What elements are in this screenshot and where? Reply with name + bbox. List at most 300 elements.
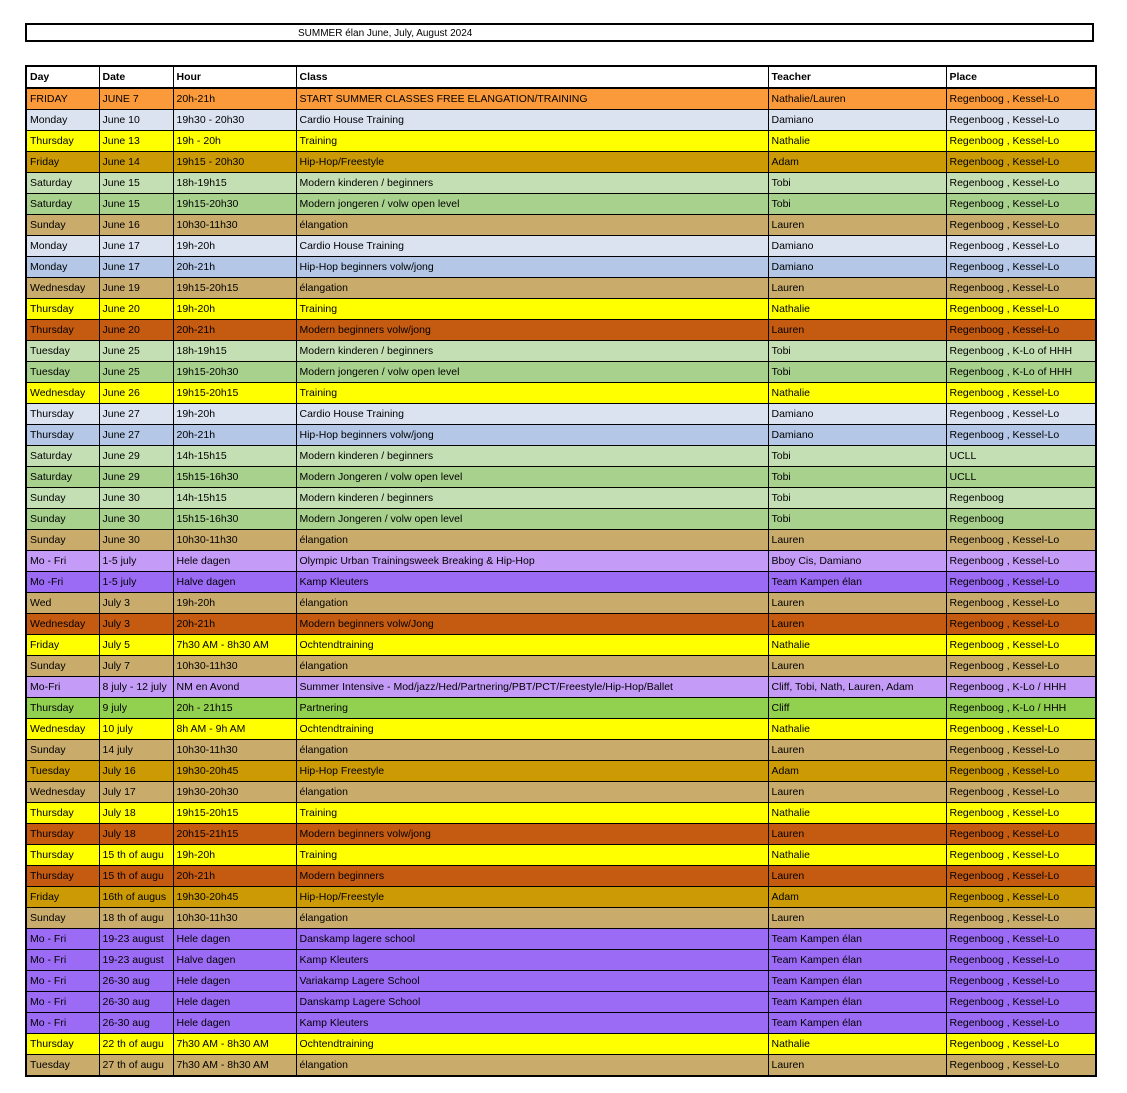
class-cell: Training xyxy=(296,383,768,404)
day-cell: Wednesday xyxy=(26,278,99,299)
class-cell: élangation xyxy=(296,278,768,299)
class-cell: Modern beginners volw/jong xyxy=(296,320,768,341)
table-row xyxy=(26,257,1096,278)
teacher-cell: Nathalie xyxy=(768,719,946,740)
table-row xyxy=(26,1013,1096,1034)
date-cell: July 18 xyxy=(99,824,173,845)
place-cell: Regenboog , K-Lo / HHH xyxy=(946,698,1096,719)
table-row xyxy=(26,845,1096,866)
table-row xyxy=(26,761,1096,782)
teacher-cell: Adam xyxy=(768,761,946,782)
place-cell: Regenboog , Kessel-Lo xyxy=(946,593,1096,614)
class-cell: Modern Jongeren / volw open level xyxy=(296,509,768,530)
table-row xyxy=(26,908,1096,929)
class-cell: Hip-Hop Freestyle xyxy=(296,761,768,782)
date-cell: June 15 xyxy=(99,173,173,194)
place-cell: Regenboog , Kessel-Lo xyxy=(946,908,1096,929)
date-cell: 19-23 august xyxy=(99,950,173,971)
hour-cell: Hele dagen xyxy=(173,971,296,992)
hour-cell: 19h-20h xyxy=(173,845,296,866)
table-row xyxy=(26,971,1096,992)
teacher-cell: Lauren xyxy=(768,530,946,551)
teacher-cell: Nathalie xyxy=(768,635,946,656)
day-cell: FRIDAY xyxy=(26,88,99,110)
place-cell: Regenboog , Kessel-Lo xyxy=(946,845,1096,866)
schedule-table xyxy=(25,65,1097,1077)
date-cell: June 29 xyxy=(99,446,173,467)
date-cell: July 5 xyxy=(99,635,173,656)
hour-cell: 7h30 AM - 8h30 AM xyxy=(173,635,296,656)
table-row xyxy=(26,929,1096,950)
place-cell: Regenboog , Kessel-Lo xyxy=(946,215,1096,236)
table-row xyxy=(26,404,1096,425)
date-cell: 22 th of augu xyxy=(99,1034,173,1055)
teacher-cell: Damiano xyxy=(768,236,946,257)
class-cell: élangation xyxy=(296,908,768,929)
hour-cell: 20h - 21h15 xyxy=(173,698,296,719)
place-cell: Regenboog xyxy=(946,509,1096,530)
date-cell: June 30 xyxy=(99,530,173,551)
date-cell: 9 july xyxy=(99,698,173,719)
day-cell: Saturday xyxy=(26,194,99,215)
hour-cell: 19h15-20h15 xyxy=(173,803,296,824)
day-cell: Wed xyxy=(26,593,99,614)
teacher-cell: Lauren xyxy=(768,782,946,803)
date-cell: 8 july - 12 july xyxy=(99,677,173,698)
hour-cell: 10h30-11h30 xyxy=(173,740,296,761)
teacher-cell: Lauren xyxy=(768,824,946,845)
day-cell: Saturday xyxy=(26,173,99,194)
date-cell: June 30 xyxy=(99,488,173,509)
hour-cell: 20h-21h xyxy=(173,866,296,887)
hour-cell: 7h30 AM - 8h30 AM xyxy=(173,1055,296,1077)
hour-cell: 20h-21h xyxy=(173,88,296,110)
day-cell: Mo - Fri xyxy=(26,950,99,971)
table-row xyxy=(26,110,1096,131)
date-cell: 26-30 aug xyxy=(99,971,173,992)
place-cell: Regenboog , Kessel-Lo xyxy=(946,824,1096,845)
teacher-cell: Lauren xyxy=(768,593,946,614)
date-cell: 1-5 july xyxy=(99,572,173,593)
day-cell: Sunday xyxy=(26,488,99,509)
teacher-cell: Damiano xyxy=(768,425,946,446)
teacher-cell: Lauren xyxy=(768,320,946,341)
place-cell: Regenboog , Kessel-Lo xyxy=(946,425,1096,446)
class-cell: Ochtendtraining xyxy=(296,1034,768,1055)
day-cell: Mo - Fri xyxy=(26,929,99,950)
hour-cell: 10h30-11h30 xyxy=(173,215,296,236)
hour-cell: 7h30 AM - 8h30 AM xyxy=(173,1034,296,1055)
table-row xyxy=(26,278,1096,299)
date-cell: June 20 xyxy=(99,299,173,320)
day-cell: Sunday xyxy=(26,509,99,530)
schedule-title-bar xyxy=(25,23,1094,42)
teacher-cell: Nathalie xyxy=(768,1034,946,1055)
place-cell: Regenboog , Kessel-Lo xyxy=(946,1055,1096,1077)
teacher-cell: Tobi xyxy=(768,446,946,467)
hour-cell: 15h15-16h30 xyxy=(173,509,296,530)
class-cell: Cardio House Training xyxy=(296,110,768,131)
day-cell: Mo - Fri xyxy=(26,551,99,572)
day-cell: Saturday xyxy=(26,467,99,488)
hour-cell: 19h15-20h30 xyxy=(173,194,296,215)
class-cell: Modern kinderen / beginners xyxy=(296,488,768,509)
day-cell: Sunday xyxy=(26,656,99,677)
place-cell: Regenboog , Kessel-Lo xyxy=(946,131,1096,152)
day-cell: Tuesday xyxy=(26,341,99,362)
place-cell: Regenboog , Kessel-Lo xyxy=(946,656,1096,677)
table-row xyxy=(26,1034,1096,1055)
day-cell: Thursday xyxy=(26,320,99,341)
table-row xyxy=(26,299,1096,320)
day-cell: Mo -Fri xyxy=(26,572,99,593)
table-row xyxy=(26,509,1096,530)
teacher-cell: Adam xyxy=(768,887,946,908)
class-cell: Modern beginners volw/jong xyxy=(296,824,768,845)
class-cell: Modern beginners xyxy=(296,866,768,887)
teacher-cell: Nathalie xyxy=(768,845,946,866)
teacher-cell: Nathalie/Lauren xyxy=(768,88,946,110)
teacher-cell: Nathalie xyxy=(768,803,946,824)
place-cell: Regenboog , Kessel-Lo xyxy=(946,110,1096,131)
place-cell: Regenboog , Kessel-Lo xyxy=(946,971,1096,992)
date-cell: 19-23 august xyxy=(99,929,173,950)
date-cell: June 27 xyxy=(99,425,173,446)
day-cell: Thursday xyxy=(26,803,99,824)
class-cell: Modern Jongeren / volw open level xyxy=(296,467,768,488)
table-row xyxy=(26,194,1096,215)
hour-cell: NM en Avond xyxy=(173,677,296,698)
class-cell: élangation xyxy=(296,215,768,236)
teacher-cell: Lauren xyxy=(768,215,946,236)
teacher-cell: Team Kampen élan xyxy=(768,971,946,992)
class-cell: Ochtendtraining xyxy=(296,719,768,740)
table-row xyxy=(26,824,1096,845)
table-row xyxy=(26,635,1096,656)
hour-cell: 18h-19h15 xyxy=(173,173,296,194)
date-cell: June 16 xyxy=(99,215,173,236)
date-cell: 15 th of augu xyxy=(99,845,173,866)
class-cell: Modern beginners volw/Jong xyxy=(296,614,768,635)
place-cell: Regenboog , Kessel-Lo xyxy=(946,866,1096,887)
date-cell: 15 th of augu xyxy=(99,866,173,887)
class-cell: Modern jongeren / volw open level xyxy=(296,362,768,383)
class-cell: Modern kinderen / beginners xyxy=(296,173,768,194)
place-cell: Regenboog , K-Lo of HHH xyxy=(946,362,1096,383)
hour-cell: 20h-21h xyxy=(173,614,296,635)
hour-cell: 19h30-20h30 xyxy=(173,782,296,803)
place-cell: Regenboog , Kessel-Lo xyxy=(946,551,1096,572)
hour-cell: 10h30-11h30 xyxy=(173,530,296,551)
table-row xyxy=(26,698,1096,719)
class-cell: élangation xyxy=(296,1055,768,1077)
date-cell: July 7 xyxy=(99,656,173,677)
hour-cell: 18h-19h15 xyxy=(173,341,296,362)
col-header-date: Date xyxy=(99,66,173,88)
date-cell: 26-30 aug xyxy=(99,1013,173,1034)
teacher-cell: Lauren xyxy=(768,740,946,761)
date-cell: July 17 xyxy=(99,782,173,803)
teacher-cell: Adam xyxy=(768,152,946,173)
place-cell: Regenboog , Kessel-Lo xyxy=(946,383,1096,404)
hour-cell: 19h30-20h45 xyxy=(173,887,296,908)
table-row xyxy=(26,152,1096,173)
teacher-cell: Bboy Cis, Damiano xyxy=(768,551,946,572)
place-cell: Regenboog , Kessel-Lo xyxy=(946,1013,1096,1034)
day-cell: Sunday xyxy=(26,530,99,551)
col-header-hour: Hour xyxy=(173,66,296,88)
schedule-body xyxy=(26,88,1096,1076)
place-cell: Regenboog , K-Lo of HHH xyxy=(946,341,1096,362)
class-cell: Variakamp Lagere School xyxy=(296,971,768,992)
date-cell: June 17 xyxy=(99,257,173,278)
teacher-cell: Tobi xyxy=(768,341,946,362)
day-cell: Wednesday xyxy=(26,782,99,803)
day-cell: Thursday xyxy=(26,698,99,719)
date-cell: 16th of augus xyxy=(99,887,173,908)
class-cell: élangation xyxy=(296,656,768,677)
day-cell: Friday xyxy=(26,887,99,908)
col-header-teacher: Teacher xyxy=(768,66,946,88)
hour-cell: 14h-15h15 xyxy=(173,446,296,467)
place-cell: Regenboog , Kessel-Lo xyxy=(946,299,1096,320)
class-cell: Kamp Kleuters xyxy=(296,572,768,593)
date-cell: June 27 xyxy=(99,404,173,425)
class-cell: Summer Intensive - Mod/jazz/Hed/Partnering/PBT/PCT/Freestyle/Hip-Hop/Ballet xyxy=(296,677,768,698)
teacher-cell: Lauren xyxy=(768,866,946,887)
date-cell: 27 th of augu xyxy=(99,1055,173,1077)
class-cell: Training xyxy=(296,299,768,320)
teacher-cell: Cliff xyxy=(768,698,946,719)
table-row xyxy=(26,782,1096,803)
day-cell: Friday xyxy=(26,152,99,173)
class-cell: Kamp Kleuters xyxy=(296,1013,768,1034)
place-cell: Regenboog xyxy=(946,488,1096,509)
class-cell: Partnering xyxy=(296,698,768,719)
place-cell: Regenboog , Kessel-Lo xyxy=(946,740,1096,761)
hour-cell: 19h-20h xyxy=(173,299,296,320)
class-cell: Hip-Hop/Freestyle xyxy=(296,887,768,908)
teacher-cell: Nathalie xyxy=(768,299,946,320)
class-cell: Cardio House Training xyxy=(296,404,768,425)
day-cell: Thursday xyxy=(26,299,99,320)
class-cell: Training xyxy=(296,131,768,152)
class-cell: Training xyxy=(296,845,768,866)
place-cell: Regenboog , Kessel-Lo xyxy=(946,1034,1096,1055)
table-row xyxy=(26,950,1096,971)
table-row xyxy=(26,362,1096,383)
table-row xyxy=(26,740,1096,761)
date-cell: June 19 xyxy=(99,278,173,299)
teacher-cell: Nathalie xyxy=(768,131,946,152)
teacher-cell: Cliff, Tobi, Nath, Lauren, Adam xyxy=(768,677,946,698)
teacher-cell: Lauren xyxy=(768,908,946,929)
date-cell: 10 july xyxy=(99,719,173,740)
schedule-title: SUMMER élan June, July, August 2024 xyxy=(298,28,473,39)
teacher-cell: Team Kampen élan xyxy=(768,1013,946,1034)
day-cell: Tuesday xyxy=(26,1055,99,1077)
date-cell: July 18 xyxy=(99,803,173,824)
hour-cell: 19h15-20h15 xyxy=(173,278,296,299)
class-cell: Ochtendtraining xyxy=(296,635,768,656)
hour-cell: 20h-21h xyxy=(173,257,296,278)
place-cell: Regenboog , Kessel-Lo xyxy=(946,236,1096,257)
day-cell: Thursday xyxy=(26,1034,99,1055)
day-cell: Monday xyxy=(26,257,99,278)
place-cell: Regenboog , Kessel-Lo xyxy=(946,992,1096,1013)
table-row xyxy=(26,866,1096,887)
hour-cell: 19h15 - 20h30 xyxy=(173,152,296,173)
hour-cell: 20h-21h xyxy=(173,320,296,341)
date-cell: 14 july xyxy=(99,740,173,761)
day-cell: Monday xyxy=(26,110,99,131)
teacher-cell: Damiano xyxy=(768,404,946,425)
date-cell: July 3 xyxy=(99,614,173,635)
date-cell: June 30 xyxy=(99,509,173,530)
place-cell: Regenboog , Kessel-Lo xyxy=(946,173,1096,194)
place-cell: Regenboog , Kessel-Lo xyxy=(946,635,1096,656)
teacher-cell: Tobi xyxy=(768,362,946,383)
class-cell: START SUMMER CLASSES FREE ELANGATION/TRAINING xyxy=(296,88,768,110)
date-cell: June 26 xyxy=(99,383,173,404)
hour-cell: Hele dagen xyxy=(173,992,296,1013)
class-cell: Training xyxy=(296,803,768,824)
day-cell: Tuesday xyxy=(26,761,99,782)
class-cell: Hip-Hop beginners volw/jong xyxy=(296,425,768,446)
teacher-cell: Tobi xyxy=(768,467,946,488)
day-cell: Sunday xyxy=(26,908,99,929)
hour-cell: 19h15-20h15 xyxy=(173,383,296,404)
hour-cell: 8h AM - 9h AM xyxy=(173,719,296,740)
hour-cell: 19h-20h xyxy=(173,593,296,614)
teacher-cell: Team Kampen élan xyxy=(768,572,946,593)
place-cell: Regenboog , Kessel-Lo xyxy=(946,88,1096,110)
class-cell: Danskamp Lagere School xyxy=(296,992,768,1013)
date-cell: June 15 xyxy=(99,194,173,215)
day-cell: Sunday xyxy=(26,215,99,236)
table-row xyxy=(26,488,1096,509)
table-row xyxy=(26,551,1096,572)
class-cell: Modern jongeren / volw open level xyxy=(296,194,768,215)
day-cell: Tuesday xyxy=(26,362,99,383)
teacher-cell: Tobi xyxy=(768,173,946,194)
teacher-cell: Team Kampen élan xyxy=(768,929,946,950)
teacher-cell: Lauren xyxy=(768,614,946,635)
date-cell: June 25 xyxy=(99,341,173,362)
date-cell: June 10 xyxy=(99,110,173,131)
hour-cell: Hele dagen xyxy=(173,929,296,950)
day-cell: Mo - Fri xyxy=(26,1013,99,1034)
place-cell: Regenboog , Kessel-Lo xyxy=(946,194,1096,215)
table-row xyxy=(26,88,1096,110)
day-cell: Wednesday xyxy=(26,719,99,740)
class-cell: élangation xyxy=(296,782,768,803)
table-row xyxy=(26,131,1096,152)
place-cell: Regenboog , Kessel-Lo xyxy=(946,929,1096,950)
class-cell: Danskamp lagere school xyxy=(296,929,768,950)
col-header-day: Day xyxy=(26,66,99,88)
table-row xyxy=(26,530,1096,551)
teacher-cell: Tobi xyxy=(768,509,946,530)
hour-cell: 19h-20h xyxy=(173,236,296,257)
table-row xyxy=(26,173,1096,194)
class-cell: Hip-Hop/Freestyle xyxy=(296,152,768,173)
table-row xyxy=(26,593,1096,614)
place-cell: Regenboog , K-Lo / HHH xyxy=(946,677,1096,698)
teacher-cell: Tobi xyxy=(768,194,946,215)
place-cell: Regenboog , Kessel-Lo xyxy=(946,803,1096,824)
place-cell: Regenboog , Kessel-Lo xyxy=(946,950,1096,971)
table-row xyxy=(26,656,1096,677)
date-cell: June 29 xyxy=(99,467,173,488)
table-row xyxy=(26,446,1096,467)
place-cell: Regenboog , Kessel-Lo xyxy=(946,887,1096,908)
day-cell: Thursday xyxy=(26,404,99,425)
col-header-class: Class xyxy=(296,66,768,88)
hour-cell: 10h30-11h30 xyxy=(173,656,296,677)
place-cell: Regenboog , Kessel-Lo xyxy=(946,572,1096,593)
place-cell: Regenboog , Kessel-Lo xyxy=(946,278,1096,299)
day-cell: Monday xyxy=(26,236,99,257)
date-cell: JUNE 7 xyxy=(99,88,173,110)
class-cell: Modern kinderen / beginners xyxy=(296,341,768,362)
place-cell: Regenboog , Kessel-Lo xyxy=(946,320,1096,341)
date-cell: July 16 xyxy=(99,761,173,782)
hour-cell: 20h-21h xyxy=(173,425,296,446)
hour-cell: 19h30 - 20h30 xyxy=(173,110,296,131)
class-cell: Cardio House Training xyxy=(296,236,768,257)
place-cell: Regenboog , Kessel-Lo xyxy=(946,614,1096,635)
class-cell: Modern kinderen / beginners xyxy=(296,446,768,467)
day-cell: Thursday xyxy=(26,845,99,866)
col-header-place: Place xyxy=(946,66,1096,88)
date-cell: 26-30 aug xyxy=(99,992,173,1013)
place-cell: Regenboog , Kessel-Lo xyxy=(946,782,1096,803)
table-row xyxy=(26,215,1096,236)
place-cell: Regenboog , Kessel-Lo xyxy=(946,761,1096,782)
place-cell: Regenboog , Kessel-Lo xyxy=(946,719,1096,740)
date-cell: June 20 xyxy=(99,320,173,341)
hour-cell: 19h-20h xyxy=(173,404,296,425)
class-cell: Olympic Urban Trainingsweek Breaking & Hip-Hop xyxy=(296,551,768,572)
place-cell: Regenboog , Kessel-Lo xyxy=(946,152,1096,173)
day-cell: Thursday xyxy=(26,866,99,887)
place-cell: UCLL xyxy=(946,446,1096,467)
place-cell: UCLL xyxy=(946,467,1096,488)
hour-cell: Hele dagen xyxy=(173,1013,296,1034)
table-row xyxy=(26,992,1096,1013)
hour-cell: 20h15-21h15 xyxy=(173,824,296,845)
class-cell: Hip-Hop beginners volw/jong xyxy=(296,257,768,278)
day-cell: Friday xyxy=(26,635,99,656)
table-row xyxy=(26,236,1096,257)
place-cell: Regenboog , Kessel-Lo xyxy=(946,530,1096,551)
date-cell: June 17 xyxy=(99,236,173,257)
teacher-cell: Lauren xyxy=(768,278,946,299)
date-cell: July 3 xyxy=(99,593,173,614)
teacher-cell: Tobi xyxy=(768,488,946,509)
day-cell: Sunday xyxy=(26,740,99,761)
place-cell: Regenboog , Kessel-Lo xyxy=(946,404,1096,425)
teacher-cell: Team Kampen élan xyxy=(768,950,946,971)
place-cell: Regenboog , Kessel-Lo xyxy=(946,257,1096,278)
date-cell: 1-5 july xyxy=(99,551,173,572)
day-cell: Mo - Fri xyxy=(26,992,99,1013)
teacher-cell: Lauren xyxy=(768,1055,946,1077)
date-cell: June 13 xyxy=(99,131,173,152)
table-row xyxy=(26,425,1096,446)
table-row xyxy=(26,677,1096,698)
